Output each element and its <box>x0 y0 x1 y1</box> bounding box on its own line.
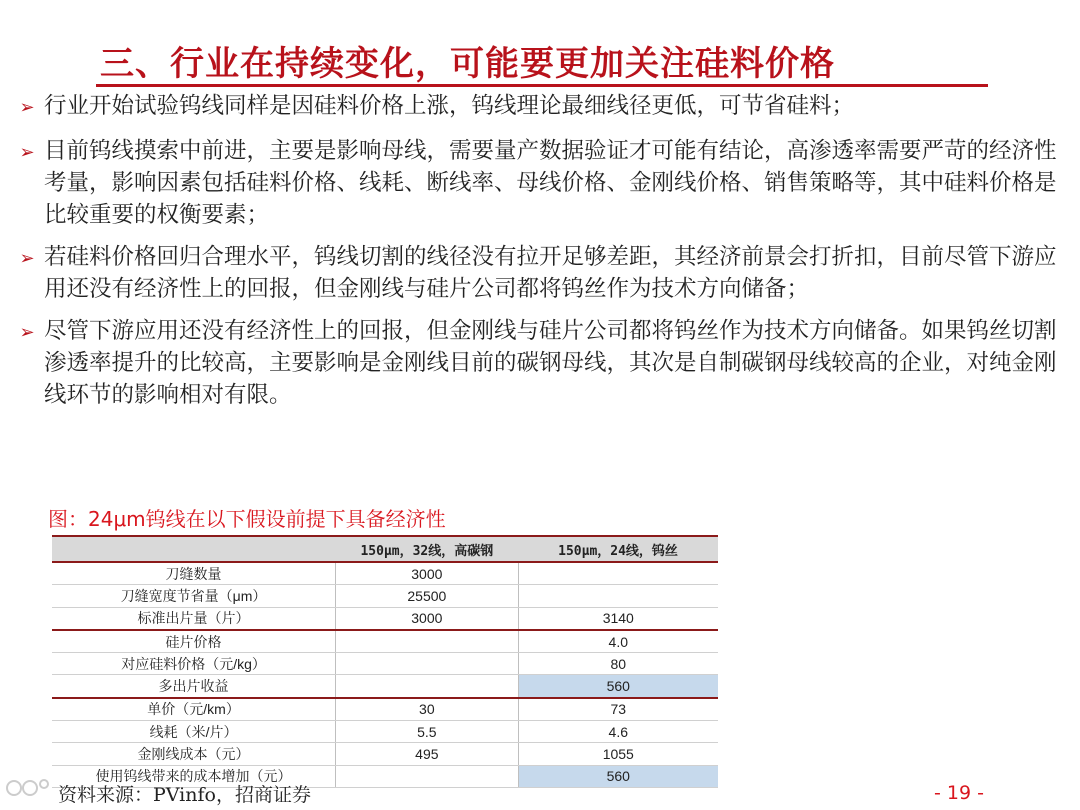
economics-table <box>52 535 718 788</box>
arrow-bullet-icon: ➢ <box>19 97 35 118</box>
bullet-item <box>10 315 1060 411</box>
watermark-logo-icon <box>4 772 52 802</box>
arrow-bullet-icon: ➢ <box>19 248 35 269</box>
header-cell-label <box>52 536 336 562</box>
cell-steel: 3000 <box>336 562 518 585</box>
cell-tungsten <box>518 585 718 607</box>
table-row <box>52 675 718 698</box>
table-row <box>52 721 718 743</box>
bullet-text: 若硅料价格回归合理水平，钨线切割的线径没有拉开足够差距，其经济前景会打折扣，目前尽管下游应用还没有经济性上的回报，但金刚线与硅片公司都将钨丝作为技术方向储备； <box>44 244 1057 302</box>
table-row <box>52 698 718 721</box>
row-label: 线耗（米/片） <box>52 721 336 743</box>
cell-steel: 3000 <box>336 607 518 630</box>
cell-tungsten: 73 <box>518 698 718 721</box>
bullet-item <box>10 241 1060 305</box>
cell-tungsten: 3140 <box>518 607 718 630</box>
cell-steel: 30 <box>336 698 518 721</box>
cell-tungsten-highlight: 560 <box>518 765 718 787</box>
cell-steel: 25500 <box>336 585 518 607</box>
table-row <box>52 585 718 607</box>
cell-steel: 495 <box>336 743 518 765</box>
page-title: 三、行业在持续变化，可能要更加关注硅料价格 <box>100 44 835 84</box>
bullet-text: 目前钨线摸索中前进，主要是影响母线，需要量产数据验证才可能有结论，高渗透率需要严苛的经济性考量，影响因素包括硅料价格、线耗、断线率、母线价格、金刚线价格、销售策略等，其中硅料价格是比较重要的权衡要素； <box>44 138 1057 228</box>
figure-caption: 图：24μm钨线在以下假设前提下具备经济性 <box>48 507 446 531</box>
row-label: 金刚线成本（元） <box>52 743 336 765</box>
row-label: 使用钨线带来的成本增加（元） <box>52 765 336 787</box>
table-row <box>52 630 718 653</box>
source-note: 资料来源：PVinfo，招商证券 <box>58 784 311 806</box>
table-row <box>52 743 718 765</box>
cell-tungsten: 4.0 <box>518 630 718 653</box>
row-label: 对应硅料价格（元/kg） <box>52 653 336 675</box>
row-label: 硅片价格 <box>52 630 336 653</box>
title-underline <box>96 84 988 87</box>
cell-tungsten <box>518 562 718 585</box>
table-header-row <box>52 536 718 562</box>
row-label: 刀缝数量 <box>52 562 336 585</box>
row-label: 刀缝宽度节省量（μm） <box>52 585 336 607</box>
row-label: 多出片收益 <box>52 675 336 698</box>
bullet-list <box>10 90 1060 421</box>
cell-steel <box>336 630 518 653</box>
table-row <box>52 607 718 630</box>
row-label: 标准出片量（片） <box>52 607 336 630</box>
cell-tungsten-highlight: 560 <box>518 675 718 698</box>
arrow-bullet-icon: ➢ <box>19 142 35 163</box>
cell-steel <box>336 653 518 675</box>
cell-tungsten: 80 <box>518 653 718 675</box>
table-row <box>52 653 718 675</box>
bullet-item <box>10 90 1060 125</box>
bullet-text: 尽管下游应用还没有经济性上的回报，但金刚线与硅片公司都将钨丝作为技术方向储备。如果钨丝切割渗透率提升的比较高，主要影响是金刚线目前的碳钢母线，其次是自制碳钢母线较高的企业，对纯金刚线环节的影响相对有限。 <box>44 318 1057 408</box>
header-cell-steel: 150μm，32线，高碳钢 <box>336 536 518 562</box>
cell-steel: 5.5 <box>336 721 518 743</box>
cell-steel <box>336 765 518 787</box>
bullet-item <box>10 135 1060 231</box>
bullet-text: 行业开始试验钨线同样是因硅料价格上涨，钨线理论最细线径更低，可节省硅料； <box>44 93 855 119</box>
cell-tungsten: 1055 <box>518 743 718 765</box>
row-label: 单价（元/km） <box>52 698 336 721</box>
page-number: - 19 - <box>934 782 984 804</box>
table-row <box>52 562 718 585</box>
cell-tungsten: 4.6 <box>518 721 718 743</box>
cell-steel <box>336 675 518 698</box>
header-cell-tungsten: 150μm，24线，钨丝 <box>518 536 718 562</box>
arrow-bullet-icon: ➢ <box>19 322 35 343</box>
